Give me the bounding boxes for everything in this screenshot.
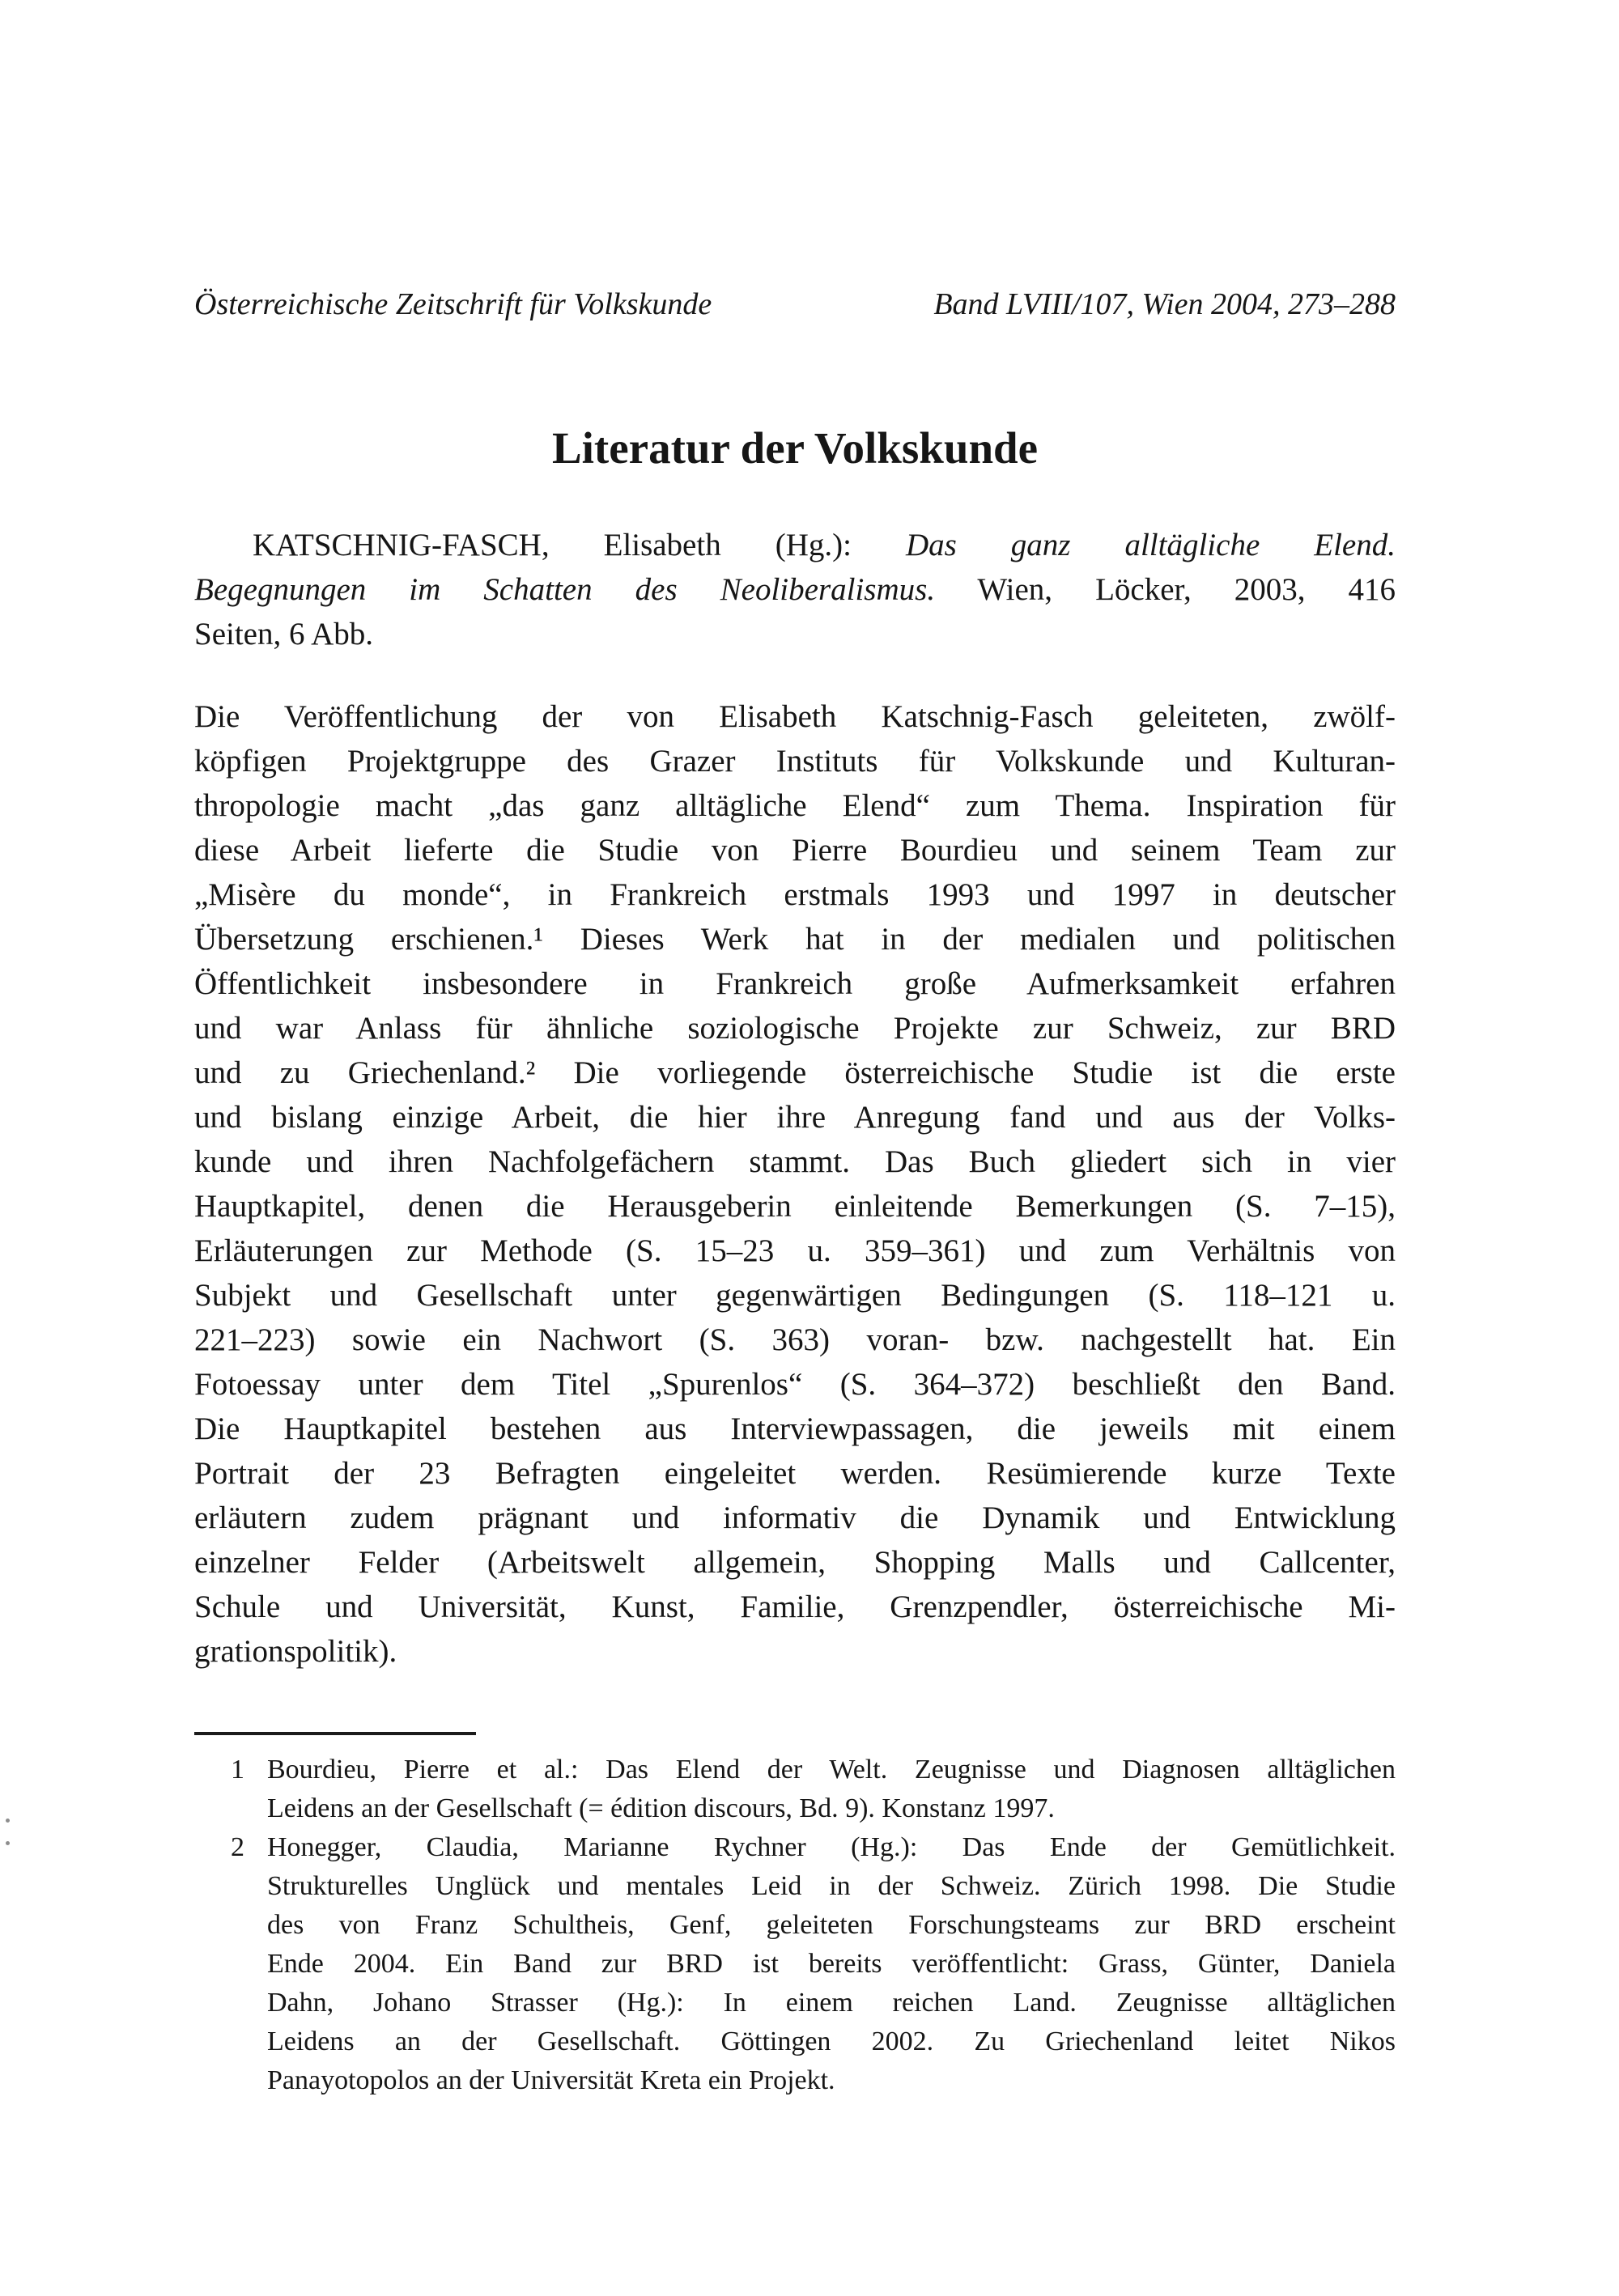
body-line: Schule und Universität, Kunst, Familie, Grenzpendler, österreichische Mi- — [194, 1589, 1396, 1624]
page-title: Literatur der Volkskunde — [551, 423, 1039, 473]
footnote-line: Ende 2004. Ein Band zur BRD ist bereits veröffentlicht: Grass, Günter, Daniela — [267, 1949, 1396, 1979]
issue-info: Band LVIII/107, Wien 2004, 273–288 — [933, 287, 1396, 321]
body-line: „Misère du monde“, in Frankreich erstmals 1993 und 1997 in deutscher — [194, 877, 1396, 912]
body-line: Öffentlichkeit insbesondere in Frankreich große Aufmerksamkeit erfahren — [194, 966, 1396, 1001]
body-line: und bislang einzige Arbeit, die hier ihre Anregung fand und aus der Volks- — [194, 1100, 1396, 1135]
body-line: Hauptkapitel, denen die Herausgeberin einleitende Bemerkungen (S. 7–15), — [194, 1189, 1396, 1224]
journal-name: Österreichische Zeitschrift für Volkskunde — [194, 287, 712, 321]
footnote-item — [194, 1828, 1396, 2100]
body-line: einzelner Felder (Arbeitswelt allgemein, Shopping Malls und Callcenter, — [194, 1545, 1396, 1580]
journal-header — [194, 285, 1396, 324]
footnote-line: Strukturelles Unglück und mentales Leid in der Schweiz. Zürich 1998. Die Studie — [267, 1871, 1396, 1901]
scan-speck — [6, 1841, 10, 1845]
body-line: und war Anlass für ähnliche soziologische Projekte zur Schweiz, zur BRD — [194, 1011, 1396, 1046]
body-line: Erläuterungen zur Methode (S. 15–23 u. 359–361) und zum Verhältnis von — [194, 1233, 1396, 1268]
body-line: und zu Griechenland.² Die vorliegende österreichische Studie ist die erste — [194, 1055, 1396, 1090]
footnote-line: Dahn, Johano Strasser (Hg.): In einem reichen Land. Zeugnisse alltäglichen — [267, 1988, 1396, 2018]
citation-line: Begegnungen im Schatten des Neoliberalismus. Wien, Löcker, 2003, 416 — [194, 572, 1396, 607]
body-line: köpfigen Projektgruppe des Grazer Instituts für Volkskunde und Kulturan- — [194, 744, 1396, 779]
footnote-line: Honegger, Claudia, Marianne Rychner (Hg.): Das Ende der Gemütlichkeit. — [267, 1832, 1396, 1862]
citation-line: KATSCHNIG-FASCH, Elisabeth (Hg.): Das ganz alltägliche Elend. — [253, 528, 1396, 562]
citation-line: Seiten, 6 Abb. — [194, 617, 373, 651]
footnote-number: 1 — [231, 1755, 244, 1785]
body-line: grationspolitik). — [194, 1634, 397, 1669]
body-line: diese Arbeit lieferte die Studie von Pierre Bourdieu und seinem Team zur — [194, 833, 1396, 868]
footnote-line: des von Franz Schultheis, Genf, geleiteten Forschungsteams zur BRD erscheint — [267, 1910, 1396, 1940]
body-line: 221–223) sowie ein Nachwort (S. 363) voran- bzw. nachgestellt hat. Ein — [194, 1322, 1396, 1357]
footnote-line: Bourdieu, Pierre et al.: Das Elend der Welt. Zeugnisse und Diagnosen alltäglichen — [267, 1755, 1396, 1785]
footnote-number: 2 — [231, 1832, 244, 1862]
footnote-rule — [194, 1732, 476, 1735]
body-line: thropologie macht „das ganz alltägliche Elend“ zum Thema. Inspiration für — [194, 788, 1396, 823]
body-line: Übersetzung erschienen.¹ Dieses Werk hat in der medialen und politischen — [194, 922, 1396, 957]
footnote-item — [194, 1751, 1396, 1828]
footnotes-section — [194, 1751, 1396, 2100]
body-line: Portrait der 23 Befragten eingeleitet werden. Resümierende kurze Texte — [194, 1456, 1396, 1491]
body-line: Subjekt und Gesellschaft unter gegenwärtigen Bedingungen (S. 118–121 u. — [194, 1278, 1396, 1313]
footnote-line: Leidens an der Gesellschaft (= édition discours, Bd. 9). Konstanz 1997. — [267, 1793, 1055, 1823]
footnote-line: Leidens an der Gesellschaft. Göttingen 2002. Zu Griechenland leitet Nikos — [267, 2027, 1396, 2056]
body-line: Fotoessay unter dem Titel „Spurenlos“ (S. 364–372) beschließt den Band. — [194, 1367, 1396, 1402]
body-line: Die Veröffentlichung der von Elisabeth Katschnig-Fasch geleiteten, zwölf- — [194, 699, 1396, 734]
review-body — [194, 694, 1396, 1674]
body-line: erläutern zudem prägnant und informativ die Dynamik und Entwicklung — [194, 1500, 1396, 1535]
body-line: kunde und ihren Nachfolgefächern stammt. Das Buch gliedert sich in vier — [194, 1144, 1396, 1179]
body-line: Die Hauptkapitel bestehen aus Interviewpassagen, die jeweils mit einem — [194, 1411, 1396, 1446]
footnote-line: Panayotopolos an der Universität Kreta ein Projekt. — [267, 2065, 835, 2095]
scan-speck — [6, 1819, 10, 1823]
book-citation — [194, 523, 1396, 656]
